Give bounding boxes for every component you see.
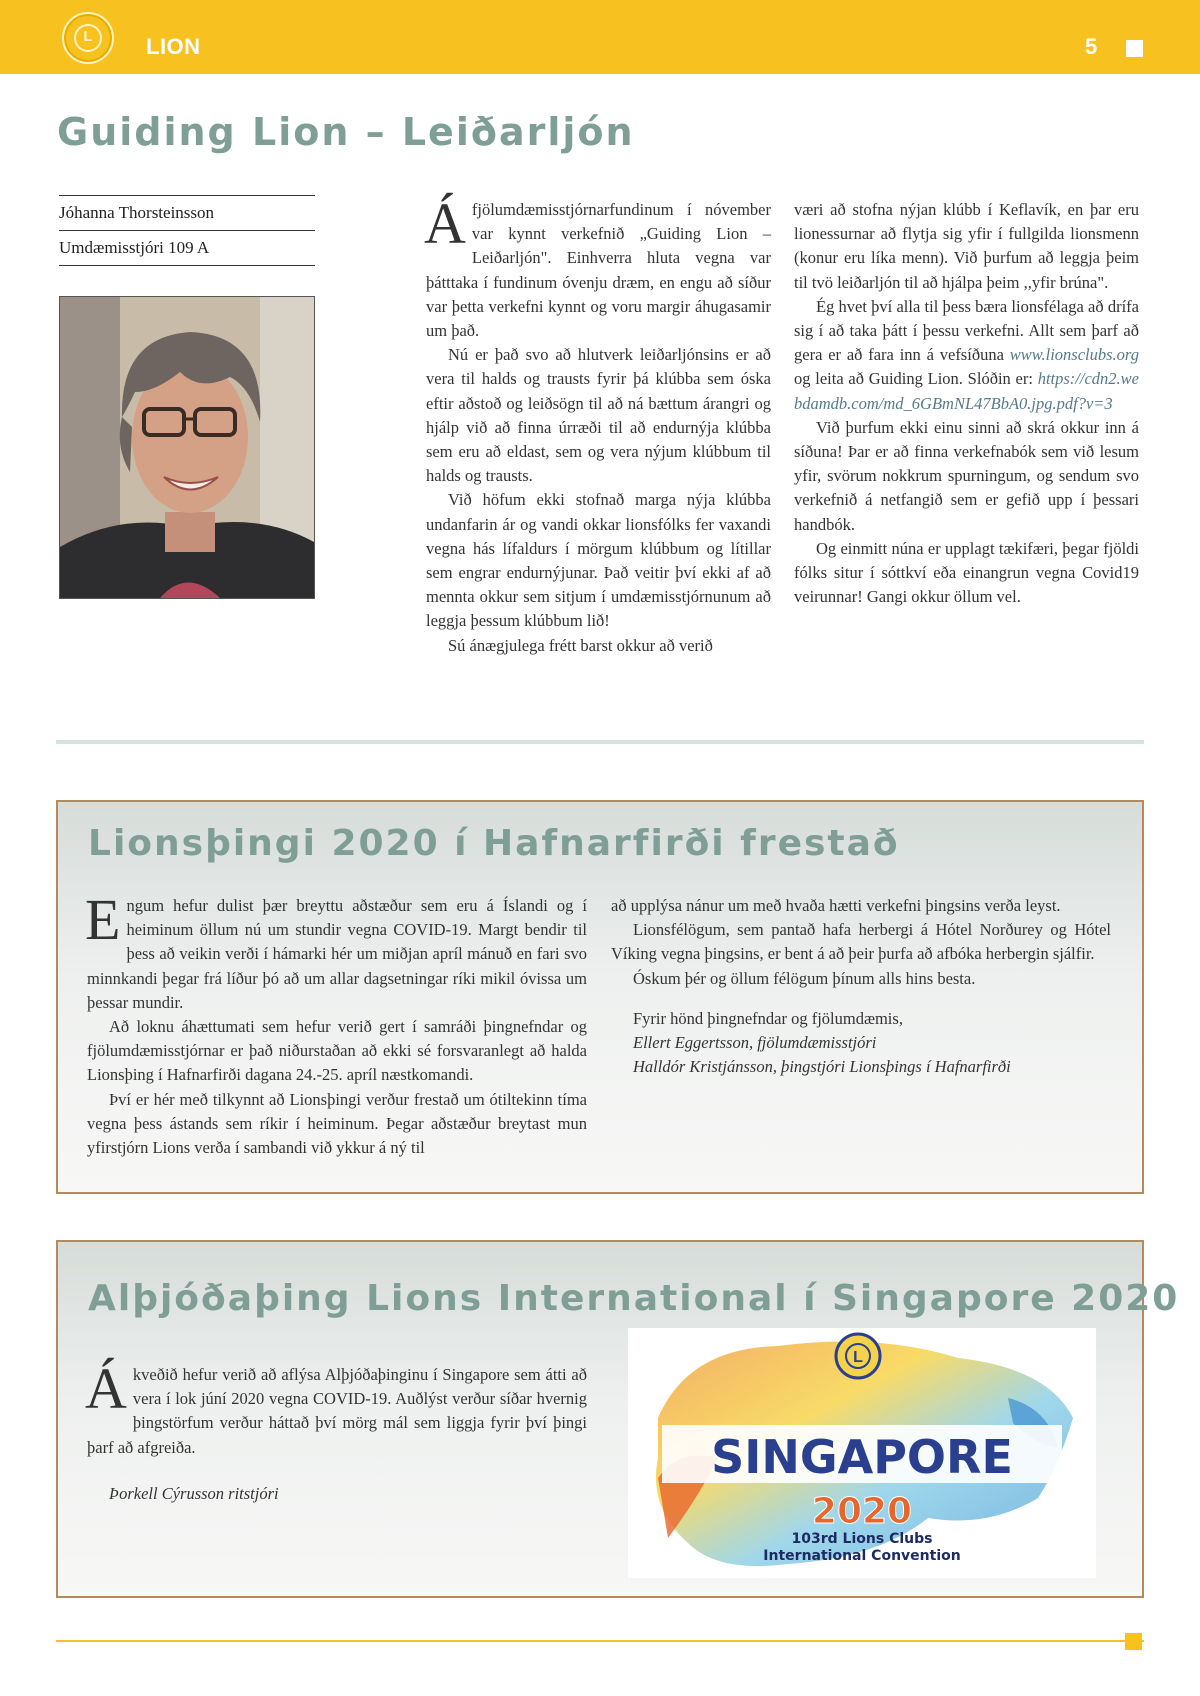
emblem-letter: L <box>853 1349 863 1366</box>
signature-2: Halldór Kristjánsson, þingstjóri Lionsþings í Hafnarfirði <box>633 1057 1011 1077</box>
page-number: 5 <box>1085 34 1098 59</box>
logo-line-2: International Convention <box>763 1548 961 1564</box>
logo-line-1: 103rd Lions Clubs <box>791 1531 933 1547</box>
magazine-title: LION <box>146 34 201 59</box>
guiding-lion-pdf-link[interactable]: https://cdn2.webdamdb.com/md_6GBmNL47BbA0.jpg.pdf?v=3 <box>794 369 1139 413</box>
section3-title: Alþjóðaþing Lions International í Singapore 2020 <box>88 1278 1180 1319</box>
section1-column-1: Áfjölumdæmisstjórnarfundinum í nóvember var kynnt verkefnið „Guiding Lion – Leiðarljón". Einhverra hluta vegna var þátttaka í fundinum óvenju dræm, en engu að síður var þetta verkefni kynnt og voru margir áhugasamir um það. Nú er það svo að hlutverk leiðarljónsins er að vera til halds og trausts fyrir þá klúbba sem óska eftir aðstoð og leiðsögn til að ná bættum árangri og hjálp við að finna úrræði til að endurnýja klúbba sem eru að eldast, sem og vera nýjum klúbbum til halds og trausts. Við höfum ekki stofnað marga nýja klúbba undanfarin ár og vandi okkar lionsfólks fer vaxandi vegna hás lífaldurs í mörgum klúbbum og lítillar sem engrar endurnýjunar. Það veitir því ekki af að mennta okkur sem sitjum í umdæmisstjórnunum að leggja þessum klúbbum lið! Sú ánægjulega frétt barst okkur að verið <box>424 191 771 655</box>
signature-1: Ellert Eggertsson, fjölumdæmisstjóri <box>633 1033 877 1053</box>
editor-signature: Þorkell Cýrusson ritstjóri <box>109 1483 279 1503</box>
footer-rule <box>56 1640 1144 1642</box>
lionsclubs-link[interactable]: www.lionsclubs.org <box>1009 345 1139 365</box>
singapore-map-image <box>628 1328 1096 1578</box>
section3-column: Ákveðið hefur verið að aflýsa Alþjóðaþinginu í Singapore sem átti að vera í lok júní 2020 vegna COVID-19. Auðlýst verður síðar hvernig þingstörfum verður háttað því mörg mál sem liggja fyrir því þingi þarf að afgreiða. Þorkell Cýrusson ritstjóri <box>87 1363 587 1506</box>
dropcap: Á <box>85 1356 127 1421</box>
page-header <box>0 0 1200 74</box>
section2-column-2: að upplýsa nánur um með hvaða hætti verkefni þingsins verða leyst. Lionsfélögum, sem pantað hafa herbergi á Hótel Norðurey og Hótel Víking vegna þingsins, er bent á að þeir þurfa að afbóka herbergin sjálfir. Óskum þér og öllum félögum þínum alls hins besta. Fyrir hönd þingnefndar og fjölumdæmis, Ellert Eggertsson, fjölumdæmisstjóri Halldór Kristjánsson, þingstjóri Lionsþings í Hafnarfirði <box>611 894 1111 1079</box>
lions-logo-icon: L <box>62 12 114 64</box>
author-name: Jóhanna Thorsteinsson <box>59 203 215 222</box>
footer-square-icon <box>1125 1633 1142 1650</box>
header-square-icon <box>1126 40 1143 57</box>
portrait-image <box>60 297 314 598</box>
author-photo <box>59 296 315 599</box>
section1-title: Guiding Lion – Leiðarljón <box>57 110 635 154</box>
author-role: Umdæmisstjóri 109 A <box>59 238 210 257</box>
dropcap: Á <box>424 191 466 256</box>
section-divider <box>56 740 1144 744</box>
singapore-word: SINGAPORE <box>711 1430 1013 1484</box>
author-box <box>59 195 315 266</box>
dropcap: E <box>85 887 121 952</box>
singapore-convention-logo <box>628 1328 1096 1578</box>
section2-column-1: Engum hefur dulist þær breyttu aðstæður sem eru á Íslandi og í heiminum öllum nú um stundir vegna COVID-19. Margt bendir til þess að veikin verði í hámarki hér um miðjan apríl mánuð en fari svo minnkandi þegar frá líður þó að um allar dagsetningar ríki mikil óvissa um þessar mundir. Að loknu áhættumati sem hefur verið gert í samráði þingnefndar og fjölumdæmisstjórnar er það niðurstaðan að ekki sé forsvaranlegt að halda Lionsþing í Hafnarfirði dagana 24.-25. apríl næstkomandi. Því er hér með tilkynnt að Lionsþingi verður frestað um ótiltekinn tíma vegna þess ástands sem ríkir í heiminum. Þegar aðstæður breytast mun yfirstjórn Lions verða í sambandi við ykkur á ný til <box>85 887 587 1158</box>
section1-column-2: væri að stofna nýjan klúbb í Keflavík, en þar eru lionessurnar að flytja sig yfir í fullgilda lionsmenn (konur eru líka menn). Við þurfum að leggja þeim til tvö leiðarljón til að hjálpa þeim ,,yfir brúna". Ég hvet því alla til þess bæra lionsfélaga að drífa sig í að taka þátt í þessu verkefni. Allt sem þarf að gera er að fara inn á vefsíðuna www.lionsclubs.org og leita að Guiding Lion. Slóðin er: https://cdn2.webdamdb.com/md_6GBmNL47BbA0.jpg.pdf?v=3 Við þurfum ekki einu sinni að skrá okkur inn á síðuna! Þar er að finna verkefnabók sem við lesum yfir, svörum nokkrum spurningum, og sendum svo verkefnið á netfangið sem er gefið upp í þessari handbók. Og einmitt núna er upplagt tækifæri, þegar fjöldi fólks situr í sóttkví eða einangrun vegna Covid19 veirunnar! Gangi okkur öllum vel. <box>794 200 1139 607</box>
logo-year: 2020 <box>811 1491 913 1532</box>
section2-title: Lionsþingi 2020 í Hafnarfirði frestað <box>88 823 900 864</box>
